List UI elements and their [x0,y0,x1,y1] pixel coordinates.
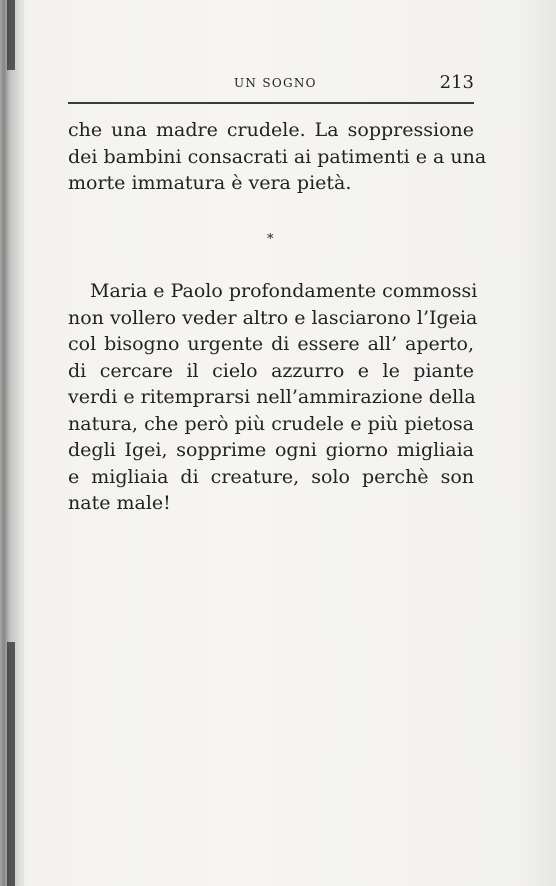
text-line: natura, che però più crudele e più pietosa [68,412,474,435]
text-line: nate male! [68,492,171,514]
page-header [68,72,474,104]
text-line: col bisogno urgente di essere all’ aperto, [68,333,474,355]
paragraph-continued [68,117,487,197]
page-number: 213 [439,72,474,93]
text-line: che una madre crudele. La soppressione [68,119,474,141]
text-line: e migliaia di creature, solo perchè son [68,465,474,488]
running-title: UN SOGNO [234,76,317,90]
text-line: non vollero veder altro e lasciarono l’Igeia [68,306,478,329]
header-rule [68,102,474,104]
text-line: di cercare il cielo azzurro e le piante [68,359,474,382]
text-line: morte immatura è vera pietà. [68,172,352,194]
binding-edge-bottom [7,642,15,886]
text-line: dei bambini consacrati ai patimenti e a una [68,145,487,168]
text-line: verdi e ritemprarsi nell’ammirazione della [68,386,476,408]
text-line: Maria e Paolo profondamente commossi [90,280,478,302]
text-line: degli Igei, sopprime ogni giorno migliaia [68,439,474,461]
section-separator: * [267,232,274,247]
binding-edge-top [7,0,15,70]
paragraph-maria-paolo [68,278,478,517]
